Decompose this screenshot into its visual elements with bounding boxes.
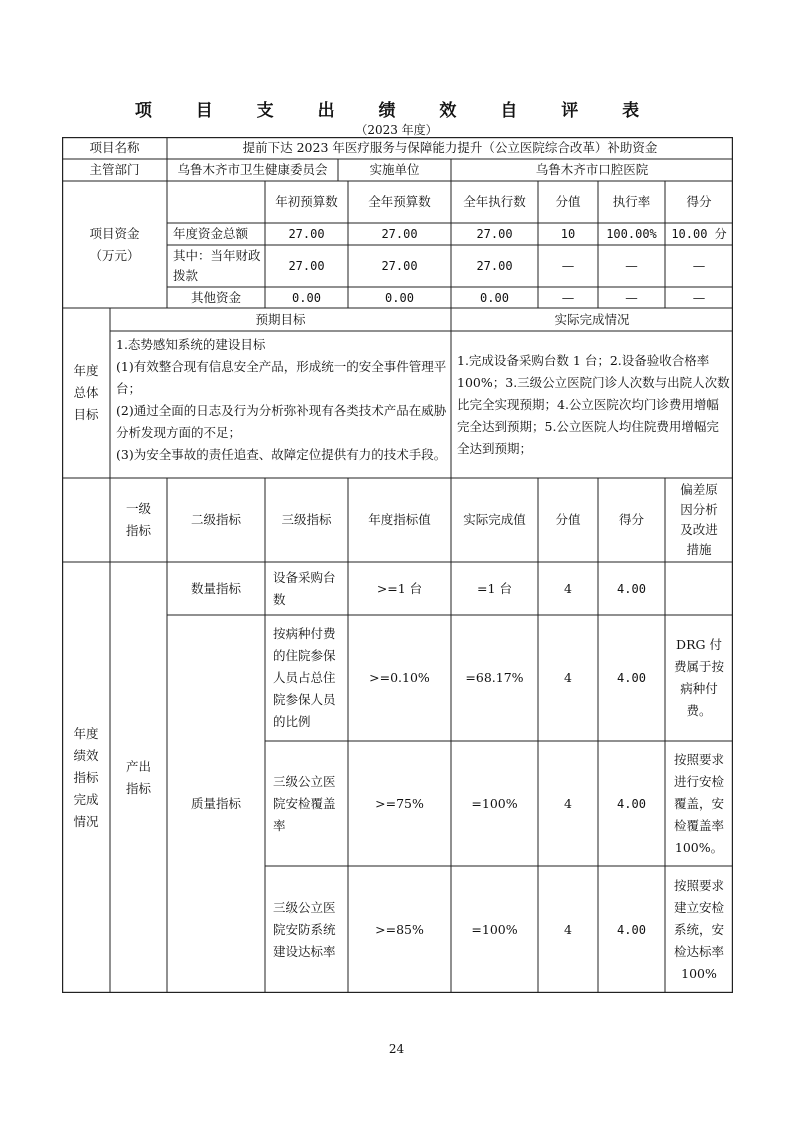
funds-cell: 27.00 xyxy=(381,227,418,241)
funds-row-total-label: 年度资金总额 xyxy=(173,226,249,241)
funds-header-initial-budget: 年初预算数 xyxy=(275,194,338,209)
header-points: 得分 xyxy=(618,512,644,527)
indicator-points: 4.00 xyxy=(617,581,646,596)
header-annual-target: 年度指标值 xyxy=(368,512,431,527)
funds-cell: 27.00 xyxy=(288,227,325,241)
funds-cell: 27.00 xyxy=(476,227,513,241)
implementing-unit-label: 实施单位 xyxy=(369,162,420,177)
funds-cell: 0.00 xyxy=(385,290,414,305)
funds-cell: — xyxy=(561,258,575,273)
page-title: 项 目 支 出 绩 效 自 评 表 xyxy=(134,101,659,121)
actual-completion-header: 实际完成情况 xyxy=(554,311,630,327)
indicator-level3: 三级公立医院安防系统建设达标率 xyxy=(273,899,336,959)
indicator-actual: =100% xyxy=(471,921,518,937)
indicator-level3: 按病种付费的住院参保人员占总住院参保人员的比例 xyxy=(273,626,336,729)
header-score: 分值 xyxy=(555,512,581,527)
indicator-target: >=75% xyxy=(375,795,424,811)
indicator-actual: =68.17% xyxy=(465,670,524,685)
funds-cell: — xyxy=(625,289,638,305)
indicator-score: 4 xyxy=(564,670,572,685)
funds-header-score: 分值 xyxy=(555,194,581,209)
funds-header-annual-executed: 全年执行数 xyxy=(463,194,526,209)
funds-cell: 27.00 xyxy=(381,259,418,273)
indicator-score: 4 xyxy=(564,795,572,811)
page-subtitle: （2023 年度） xyxy=(355,123,438,137)
indicator-level3: 三级公立医院安检覆盖率 xyxy=(273,773,336,833)
indicator-actual: =1 台 xyxy=(477,580,512,596)
quantity-indicator-label: 数量指标 xyxy=(190,580,241,596)
funds-cell: 0.00 xyxy=(480,290,509,305)
funds-cell: 0.00 xyxy=(292,290,321,305)
header-level2-indicator: 二级指标 xyxy=(190,512,241,527)
department-label: 主管部门 xyxy=(89,162,140,177)
page-number: 24 xyxy=(388,1042,405,1056)
department-value: 乌鲁木齐市卫生健康委员会 xyxy=(177,162,328,177)
indicator-score: 4 xyxy=(564,921,572,937)
funds-cell: — xyxy=(561,289,575,305)
quality-indicator-label: 质量指标 xyxy=(190,796,241,811)
funds-cell: 27.00 xyxy=(476,259,513,273)
funds-cell: — xyxy=(625,258,638,273)
indicator-points: 4.00 xyxy=(617,922,646,937)
evaluation-table xyxy=(62,137,733,993)
expected-goals-header: 预期目标 xyxy=(255,311,306,327)
funds-cell: 10.00 分 xyxy=(671,227,727,241)
header-level1-indicator: 一级指标 xyxy=(125,501,151,538)
performance-indicators-label: 年度 绩效 指标 完成 情况 xyxy=(73,725,99,829)
indicator-points: 4.00 xyxy=(617,671,646,685)
actual-completion-text: 1.完成设备采购台数 1 台；2.设备验收合格率 100%；3.三级公立医院门诊人次数与出院人次数比完全实现预期；4.公立医院次均门诊费用增幅完全达到预期；5.公立医院人均住院费用增幅完全达到预期； xyxy=(457,352,730,456)
indicator-level3: 设备采购台数 xyxy=(273,569,336,607)
funds-row-fiscal-label: 其中：当年财政拨款 xyxy=(173,248,261,283)
funds-header-annual-budget: 全年预算数 xyxy=(368,194,431,209)
expected-goals-text: 1.态势感知系统的建设目标 (1)有效整合现有信息安全产品，形成统一的安全事件管理平台； (2)通过全面的日志及行为分析弥补现有各类技术产品在威胁分析发现方面的不足； (3)为安全事故的责任追查、故障定位提供有力的技术手段。 xyxy=(116,337,447,462)
funds-cell: 10 xyxy=(560,227,576,241)
indicator-note: DRG 付费属于按病种付费。 xyxy=(674,637,725,718)
indicator-note: 按照要求进行安检覆盖，安检覆盖率 100%。 xyxy=(674,751,725,855)
implementing-unit-value: 乌鲁木齐市口腔医院 xyxy=(535,162,649,177)
funds-cell: — xyxy=(692,258,706,273)
funds-row-other-label: 其他资金 xyxy=(190,289,241,305)
header-level3-indicator: 三级指标 xyxy=(281,512,332,527)
header-actual-value: 实际完成值 xyxy=(463,512,526,527)
output-indicator-label: 产出指标 xyxy=(125,758,151,796)
header-deviation-analysis: 偏差原因分析及改进措施 xyxy=(680,482,718,557)
funds-cell: — xyxy=(692,289,706,305)
indicator-score: 4 xyxy=(564,580,572,596)
funds-cell: 100.00% xyxy=(606,227,657,241)
project-name-label: 项目名称 xyxy=(89,140,140,155)
funds-cell: 27.00 xyxy=(288,259,325,273)
indicator-note: 按照要求建立安检系统，安检达标率 100% xyxy=(674,877,725,981)
funds-label: 项目资金 （万元） xyxy=(89,225,140,263)
indicator-points: 4.00 xyxy=(617,796,646,811)
indicator-target: >=1 台 xyxy=(376,580,423,596)
funds-header-execution-rate: 执行率 xyxy=(612,194,651,209)
annual-goals-label: 年度 总体 目标 xyxy=(73,363,99,422)
indicator-target: >=85% xyxy=(375,921,424,937)
funds-header-points: 得分 xyxy=(686,194,712,209)
indicator-actual: =100% xyxy=(471,795,518,811)
project-name-value: 提前下达 2023 年医疗服务与保障能力提升（公立医院综合改革）补助资金 xyxy=(242,140,658,155)
indicator-target: >=0.10% xyxy=(369,670,430,685)
indicator-note xyxy=(665,562,733,615)
